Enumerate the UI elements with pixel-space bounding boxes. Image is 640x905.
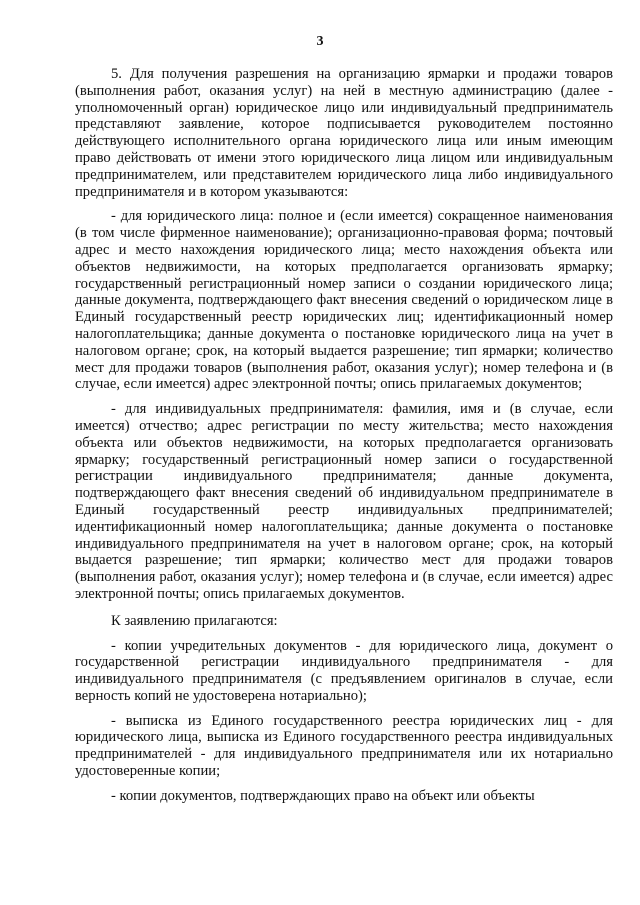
paragraph-registry-extract: - выписка из Единого государственного реестра юридических лиц - для юридического лица, выписка из Единого государственного реестра индивидуальных предпринимателей - для индивидуального предпринимателя или их нотариально удостоверенные копии; (75, 712, 613, 780)
paragraph-application-requirements: 5. Для получения разрешения на организацию ярмарки и продажи товаров (выполнения работ, оказания услуг) на ней в местную администрацию (далее - уполномоченный орган) юридическое лицо или индивидуальный предприниматель представляют заявление, которое подписывается руководителем постоянно действующего исполнительного органа юридического лица или иным имеющим право действовать от имени этого юридического лица лицом или индивидуальным предпринимателем, или представителем юридического лица либо индивидуального предпринимателя и в котором указываются: (75, 66, 613, 200)
paragraph-property-rights-documents: - копии документов, подтверждающих право на объект или объекты (111, 787, 535, 804)
paragraph-attachments-intro: К заявлению прилагаются: (111, 612, 278, 629)
paragraph-entrepreneur-details: - для индивидуальных предпринимателя: фамилия, имя и (в случае, если имеется) отчество; адрес регистрации по месту жительства; место нахождения объекта или объектов недвижимости, на которых предполагается организовать ярмарку; государственный регистрационный номер записи о государственной регистрации индивидуального предпринимателя; данные документа, подтверждающего факт внесения сведений об индивидуальном предпринимателе в Единый государственный реестр индивидуальных предпринимателей; идентификационный номер налогоплательщика; данные документа о постановке индивидуального предпринимателя на учет в налоговом органе; срок, на который выдается разрешение; тип ярмарки; количество мест для продажи товаров (выполнения работ, оказания услуг); номер телефона и (в случае, если имеется) адрес электронной почты; опись прилагаемых документов. (75, 401, 613, 602)
document-body (75, 66, 613, 805)
page-number: 3 (316, 34, 324, 49)
paragraph-constituent-documents: - копии учредительных документов - для юридического лица, документ о государственной регистрации индивидуального предпринимателя - для индивидуального предпринимателя (с предъявлением оригиналов в случае, если верность копий не удостоверена нотариально); (75, 637, 613, 704)
paragraph-legal-entity-details: - для юридического лица: полное и (если имеется) сокращенное наименования (в том числе фирменное наименование); организационно-правовая форма; почтовый адрес и место нахождения юридического лица; место нахождения объекта или объектов недвижимости, на которых предполагается организовать ярмарку; государственный регистрационный номер записи о создании юридического лица; данные документа, подтверждающего факт внесения сведений о юридическом лице в Единый государственный реестр юридических лиц; идентификационный номер налогоплательщика; данные документа о постановке юридического лица на учет в налоговом органе; срок, на который выдается разрешение; тип ярмарки; количество мест для продажи товаров (выполнения работ, оказания услуг); номер телефона и (в случае, если имеется) адрес электронной почты; опись прилагаемых документов; (75, 208, 613, 393)
